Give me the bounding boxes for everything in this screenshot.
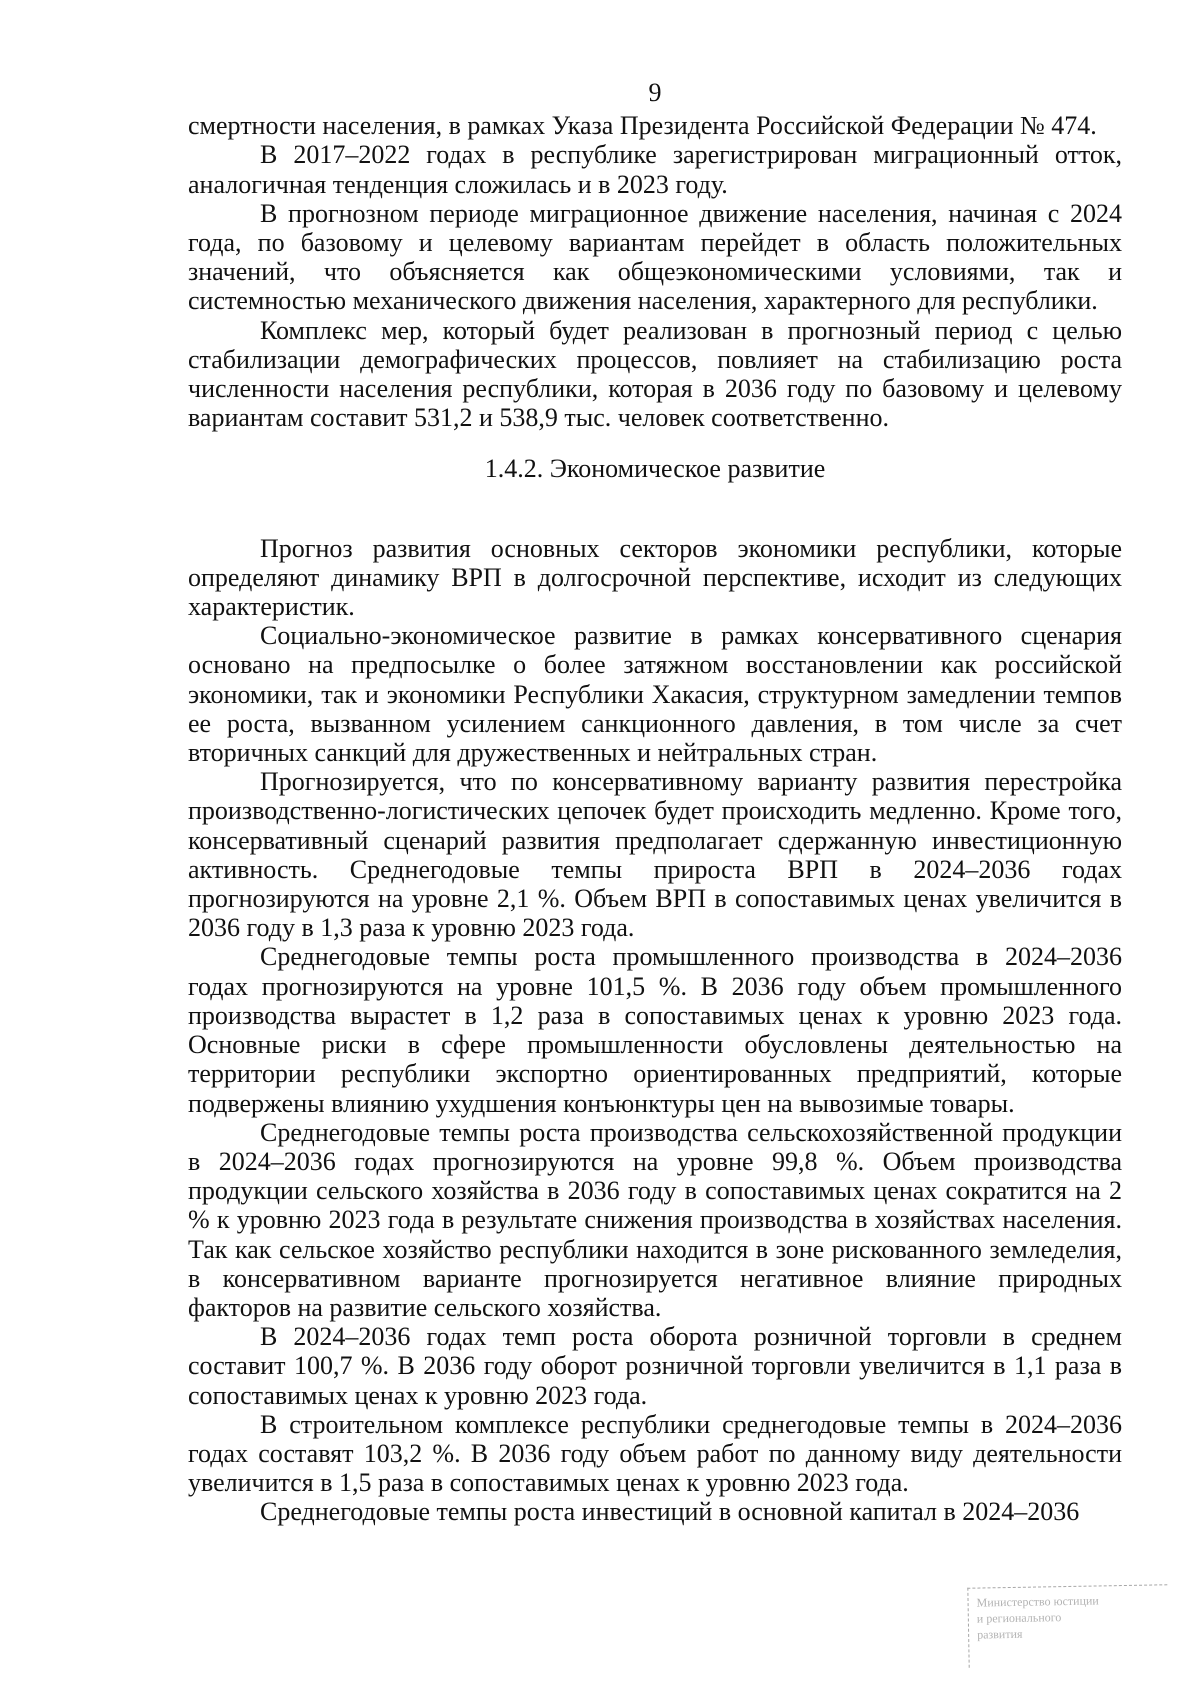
paragraph-main-7: В строительном комплексе республики среднегодовые темпы в 2024–2036 годах составят 103,2 %. В 2036 году объем работ по данному виду деятельности увеличится в 1,5 раза в сопоставимых ценах к уровню 2023 года.: [188, 1409, 1122, 1498]
paragraph-main-5: Среднегодовые темпы роста производства сельскохозяйственной продукции в 2024–2036 годах прогнозируются на уровне 99,8 %. Объем производства продукции сельского хозяйства в 2036 году в сопоставимых ценах сократится на 2 % к уровню 2023 года в результате снижения производства в хозяйствах населения. Так как сельское хозяйство республики находится в зоне рискованного земледелия, в консервативном варианте прогнозируется негативное влияние природных факторов на развитие сельского хозяйства.: [188, 1117, 1122, 1322]
paragraph-intro-1: смертности населения, в рамках Указа Президента Российской Федерации № 474.: [188, 111, 1097, 141]
paragraph-main-6: В 2024–2036 годах темп роста оборота розничной торговли в среднем составит 100,7 %. В 2036 году оборот розничной торговли увеличится в 1,1 раза в сопоставимых ценах к уровню 2023 года.: [188, 1322, 1122, 1410]
paragraph-intro-3: В прогнозном периоде миграционное движение населения, начиная с 2024 года, по базовому и целевому вариантам перейдет в область положительных значений, что объясняется как общеэкономическими условиями, так и системностью механического движения населения, характерного для республики.: [188, 198, 1122, 316]
paragraph-intro-4: Комплекс мер, который будет реализован в прогнозный период с целью стабилизации демографических процессов, повлияет на стабилизацию роста численности населения республики, которая в 2036 году по базовому и целевому вариантам составит 531,2 и 538,9 тыс. человек соответственно.: [188, 315, 1122, 433]
paragraph-main-1: Прогноз развития основных секторов экономики республики, которые определяют динамику ВРП в долгосрочной перспективе, исходит из следующих характеристик.: [188, 533, 1122, 622]
stamp-line-1: Министерство юстиции: [976, 1593, 1099, 1610]
stamp-line-2: и регионального: [976, 1610, 1062, 1626]
document-page: [188, 78, 1122, 1527]
stamp-line-3: развития: [977, 1626, 1023, 1642]
paragraph-main-4: Среднегодовые темпы роста промышленного производства в 2024–2036 годах прогнозируются на уровне 101,5 %. В 2036 году объем промышленного производства вырастет в 1,2 раза в сопоставимых ценах к уровню 2023 года. Основные риски в сфере промышленности обусловлены деятельностью на территории республики экспортно ориентированных предприятий, которые подвержены влиянию ухудшения конъюнктуры цен на вывозимые товары.: [188, 942, 1122, 1118]
paragraph-main-3: Прогнозируется, что по консервативному варианту развития перестройка производственно-логистических цепочек будет происходить медленно. Кроме того, консервативный сценарий развития предполагает сдержанную инвестиционную активность. Среднегодовые темпы прироста ВРП в 2024–2036 годах прогнозируются на уровне 2,1 %. Объем ВРП в сопоставимых ценах увеличится в 2036 году в 1,3 раза к уровню 2023 года.: [188, 767, 1122, 943]
paragraph-main-2: Социально-экономическое развитие в рамках консервативного сценария основано на предпосылке о более затяжном восстановлении как российской экономики, так и экономики Республики Хакасия, структурном замедлении темпов ее роста, вызванном усилением санкционного давления, в том числе за счет вторичных санкций для дружественных и нейтральных стран.: [188, 621, 1122, 768]
section-title: 1.4.2. Экономическое развитие: [484, 454, 826, 484]
paragraph-intro-2: В 2017–2022 годах в республике зарегистрирован миграционный отток, аналогичная тенденция сложилась и в 2023 году.: [188, 140, 1122, 199]
page-number: 9: [648, 78, 662, 107]
registration-stamp: [967, 1584, 1168, 1667]
paragraph-main-8: Среднегодовые темпы роста инвестиций в основной капитал в 2024–2036: [260, 1497, 1080, 1527]
